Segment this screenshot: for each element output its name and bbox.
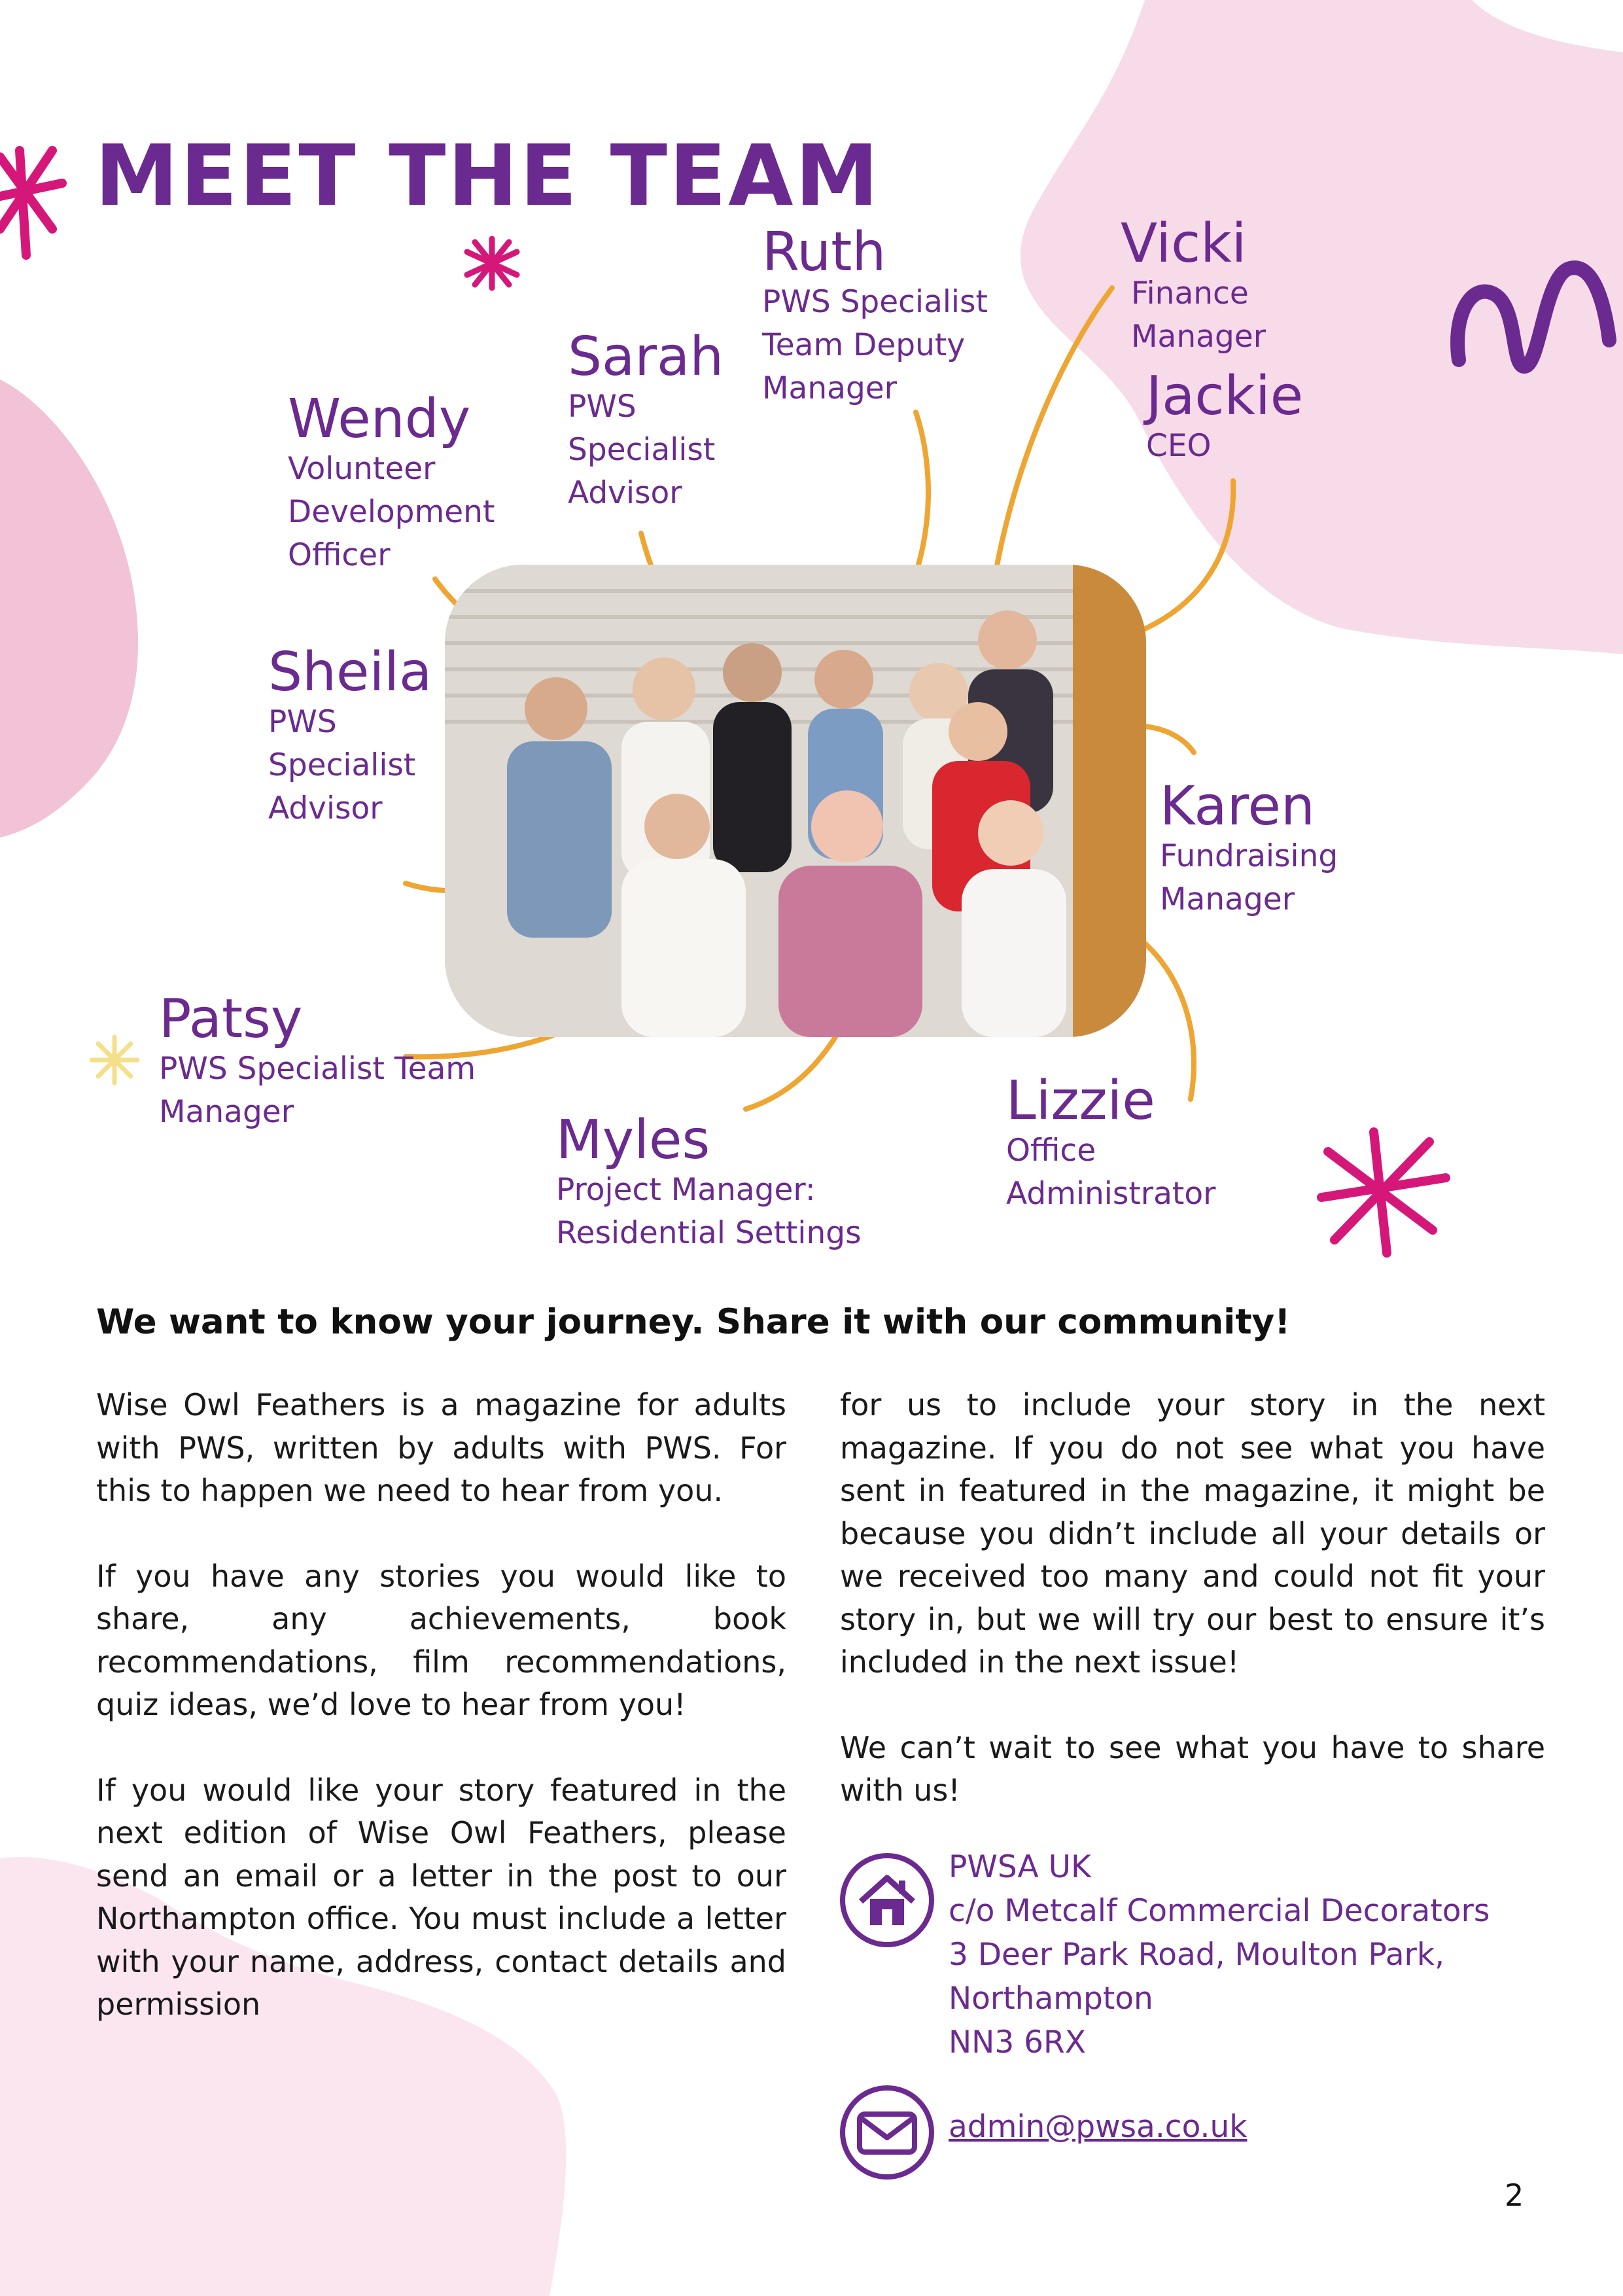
member-role: Project Manager: — [556, 1172, 816, 1209]
address-line: PWSA UK — [949, 1849, 1091, 1885]
member-role: Advisor — [268, 790, 383, 827]
member-role: Advisor — [568, 475, 682, 512]
paragraph: If you would like your story featured in the next edition of Wise Owl Feathers, please send an email or a letter in the post to our Northampton office. You must include a letter with your name, address, contact details and permission — [96, 1772, 786, 2022]
member-role: PWS — [568, 389, 637, 425]
team-member-sheila — [268, 641, 432, 830]
team-photo — [445, 565, 1146, 1037]
member-name: Myles — [556, 1109, 710, 1171]
member-role: PWS Specialist — [762, 284, 988, 321]
member-role: Manager — [159, 1094, 294, 1131]
member-role: Manager — [762, 370, 898, 407]
team-member-vicki — [1121, 213, 1266, 359]
body-column-right — [840, 1384, 1545, 1855]
paragraph: for us to include your story in the next magazine. If you do not see what you have sent in featured in the magazine, it might be because you didn’t include all your details or we received too many and could not fit your story in, but we will try our best to ensure it’s included in the next issue! — [840, 1387, 1545, 1680]
magenta-star-icon-small — [467, 239, 517, 288]
member-name: Vicki — [1121, 213, 1247, 275]
member-role: Manager — [1131, 319, 1266, 355]
paragraph: If you have any stories you would like to share, any achievements, book recommendations, film recommendations, quiz ideas, we’d love to hear from you! — [96, 1558, 786, 1722]
pink-blob-top-right — [1021, 0, 1623, 654]
member-role: Manager — [1160, 881, 1295, 918]
email-link[interactable]: admin@pwsa.co.uk — [949, 2109, 1248, 2145]
member-role: Fundraising — [1160, 838, 1338, 875]
member-role: PWS Specialist Team — [159, 1051, 476, 1087]
team-member-patsy — [159, 988, 476, 1134]
address-line: Northampton — [949, 1981, 1153, 2017]
member-name: Sarah — [568, 326, 724, 388]
house-icon — [839, 1852, 935, 1949]
magenta-star-icon-left — [0, 150, 62, 255]
yellow-star-icon — [92, 1037, 137, 1083]
page-number: 2 — [1505, 2178, 1524, 2213]
paragraph: We can’t wait to see what you have to share with us! — [840, 1729, 1545, 1808]
photo-team-group — [445, 565, 1146, 1037]
team-member-myles — [556, 1109, 862, 1255]
address-line: c/o Metcalf Commercial Decorators — [949, 1893, 1490, 1929]
team-member-lizzie — [1006, 1070, 1216, 1216]
member-name: Lizzie — [1006, 1070, 1155, 1132]
member-role: Office — [1006, 1133, 1096, 1169]
address-line: NN3 6RX — [949, 2024, 1086, 2060]
member-role: Administrator — [1006, 1176, 1216, 1212]
member-role: PWS — [268, 704, 337, 741]
team-member-karen — [1160, 775, 1338, 921]
member-name: Patsy — [159, 988, 303, 1050]
member-name: Ruth — [762, 221, 886, 283]
member-name: Karen — [1160, 775, 1315, 838]
postal-address — [949, 1845, 1490, 2064]
member-role: Team Deputy — [762, 327, 966, 364]
member-name: Sheila — [268, 641, 432, 703]
pink-blob-left — [0, 380, 138, 838]
member-role: Development — [288, 494, 495, 531]
member-role: Residential Settings — [556, 1215, 862, 1252]
member-role: Volunteer — [288, 451, 436, 487]
member-name: Jackie — [1146, 365, 1304, 427]
section-heading: We want to know your journey. Share it with our community! — [96, 1302, 1291, 1342]
member-role: Officer — [288, 537, 391, 574]
paragraph: Wise Owl Feathers is a magazine for adults with PWS, written by adults with PWS. For this to happen we need to hear from you. — [96, 1387, 786, 1508]
team-member-ruth — [762, 221, 988, 410]
team-member-jackie — [1146, 365, 1304, 468]
address-line: 3 Deer Park Road, Moulton Park, — [949, 1937, 1445, 1973]
body-column-left — [96, 1384, 786, 2069]
member-role: CEO — [1146, 428, 1212, 465]
team-member-sarah — [568, 326, 724, 515]
envelope-icon — [839, 2084, 935, 2181]
member-role: Finance — [1131, 275, 1249, 312]
member-name: Wendy — [288, 388, 471, 450]
member-role: Specialist — [268, 747, 416, 784]
team-member-wendy — [288, 388, 495, 577]
member-role: Specialist — [568, 432, 716, 468]
magenta-star-icon-large — [1321, 1132, 1446, 1253]
page-title: MEET THE TEAM — [95, 128, 881, 225]
